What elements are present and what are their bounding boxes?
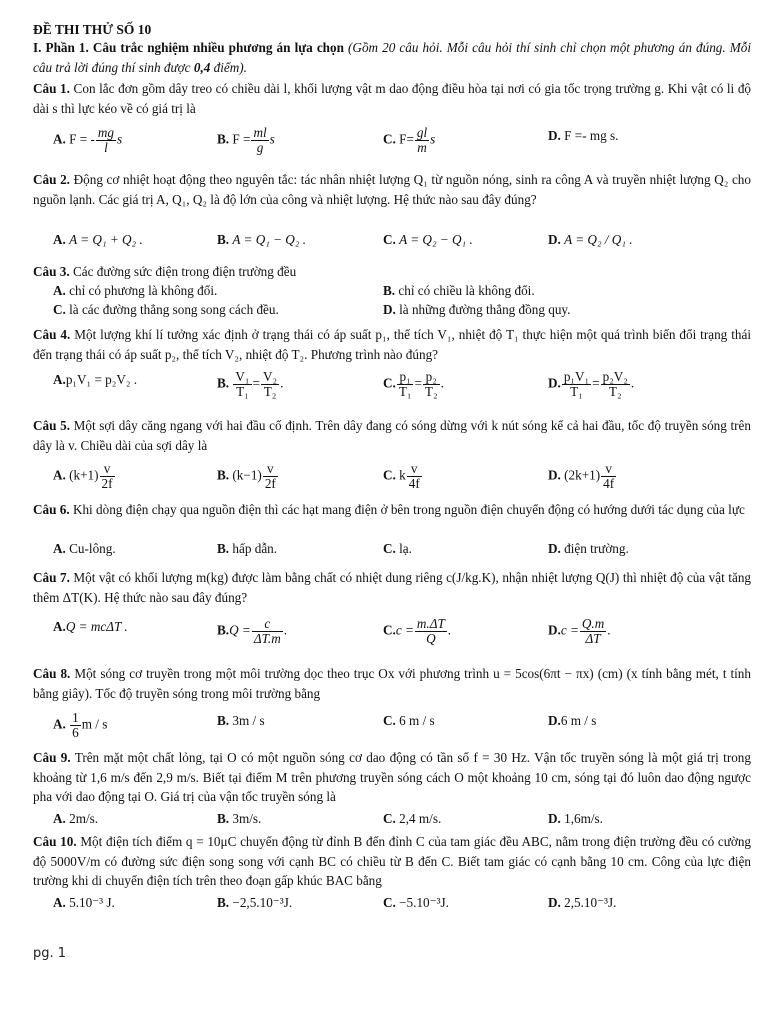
question-8-options [53, 710, 751, 740]
question-label: Câu 5. [33, 418, 70, 433]
option-a[interactable]: A. F = - $\frac{mg}{l}$ s [53, 125, 123, 155]
question-10 [33, 832, 751, 891]
question-text: Một vật có khối lượng m(kg) được làm bằng chất có nhiệt dung riêng c(J/kg.K), nhận nhiệt lượng Q(J) thì nhiệt độ của vật tăng thêm ΔT(K). Hệ thức nào sau đây đúng? [33, 570, 752, 605]
option-c[interactable]: C. lạ. [383, 541, 412, 556]
section-points: 0,4 [193, 59, 211, 75]
question-5 [33, 416, 751, 455]
question-4-options [53, 369, 751, 399]
question-6 [33, 500, 751, 520]
option-b[interactable]: B. 3m/s. [217, 811, 262, 826]
section-heading [33, 38, 751, 77]
question-label: Câu 3. [33, 264, 70, 279]
option-b[interactable]: B. F = $\frac{ml}{g}$ s [217, 125, 275, 155]
option-a[interactable]: A.p₁V₁ = p₂V₂ . [53, 372, 138, 387]
question-text: Một sóng cơ truyền trong một môi trường dọc theo trục Ox với phương trình u = 5cos(6πt − πx) (cm) (x tính bằng mét, t tính bằng giây). Tốc độ truyền sóng trong môi trường bằng [33, 666, 751, 701]
question-6-options [53, 539, 751, 561]
question-text: Các đường sức điện trong điện trường đều [69, 264, 297, 279]
question-text: Một sợi dây căng ngang với hai đầu cố định. Trên dây đang có sóng dừng với k nút sóng kể cả hai đầu, tốc độ truyền sóng trên dây là v. Chiều dài của sợi dây là [33, 418, 751, 453]
option-a[interactable]: A. Cu-lông. [53, 541, 116, 556]
option-c[interactable]: C.c = $\frac{m.\Delta T}{Q}$ . [383, 616, 452, 646]
option-b[interactable]: B. −2,5.10⁻³J. [217, 895, 293, 910]
question-label: Câu 8. [33, 666, 71, 681]
question-3 [33, 262, 751, 282]
question-9 [33, 748, 751, 807]
option-a[interactable]: A. 5.10⁻³ J. [53, 895, 115, 910]
question-4 [33, 325, 751, 364]
option-c[interactable]: C. 2,4 m/s. [383, 811, 442, 826]
option-d[interactable]: D. 1,6m/s. [548, 811, 603, 826]
option-d[interactable]: D. điện trường. [548, 541, 629, 556]
exam-title: ĐỀ THI THỬ SỐ 10 [33, 22, 152, 37]
option-a[interactable]: A. $\frac{1}{6}$ m / s [53, 710, 108, 740]
option-c[interactable]: C. F= $\frac{gl}{m}$ s [383, 125, 436, 155]
question-10-options [53, 893, 751, 915]
option-b[interactable]: B. chỉ có chiều là không đổi. [383, 283, 535, 298]
option-d[interactable]: D.6 m / s [548, 713, 597, 728]
option-a[interactable]: A. A = Q₁ + Q₂ . [53, 232, 143, 247]
question-label: Câu 4. [33, 327, 71, 342]
option-b[interactable]: B. A = Q₁ − Q₂ . [217, 232, 307, 247]
question-label: Câu 1. [33, 81, 70, 96]
option-d[interactable]: D.c = $\frac{Q.m}{\Delta T}$ . [548, 616, 611, 646]
option-a[interactable]: A. 2m/s. [53, 811, 99, 826]
question-text: Một điện tích điểm q = 10μC chuyển động từ đỉnh B đến đỉnh C của tam giác đều ABC, nằm trong điện trường đều có cường độ 5000V/m có đường sức điện song song với cạnh BC có chiều từ B đến C. Biết tam giác có cạnh bằng 10 cm. Công của lực điện trường khi di chuyển điện tích trên theo đoạn gấp khúc BAC bằng [33, 834, 752, 888]
question-7-options [53, 616, 751, 646]
page-number: pg. 1 [33, 946, 67, 961]
question-2-options [53, 230, 751, 252]
question-text: Động cơ nhiệt hoạt động theo nguyên tắc: tác nhân nhiệt lượng Q₁ từ nguồn nóng, sinh ra công A và truyền nhiệt lượng Q₂ cho nguồn lạnh. Các giá trị A, Q₁, Q₂ là độ lớn của công và nhiệt lượng. Hệ thức nào sau đây đúng? [33, 172, 751, 207]
question-text: Con lắc đơn gồm dây treo có chiều dài l, khối lượng vật m dao động điều hòa tại nơi có gia tốc trọng trường g. Khi vật có li độ dài s thì lực kéo về có giá trị là [33, 81, 752, 116]
question-2 [33, 170, 751, 209]
option-c[interactable]: C. A = Q₂ − Q₁ . [383, 232, 473, 247]
option-d[interactable]: D. (2k+1) $\frac{v}{4f}$ [548, 461, 615, 491]
section-instructions: (Gồm 20 câu hỏi. Mỗi câu hỏi thí sinh chỉ chọn một phương án đúng. Mỗi câu trả lời đúng thí sinh được [33, 40, 752, 75]
question-text: Trên mặt một chất lỏng, tại O có một nguồn sóng cơ dao động có tần số f = 30 Hz. Vận tốc truyền sóng là một giá trị trong khoảng từ 1,6 m/s đến 2,9 m/s. Biết tại điểm M trên phương truyền sóng cách O một khoảng 10 cm, sóng tại đó luôn dao động ngược pha với dao động tại O. Giá trị của vận tốc truyền sóng là [33, 750, 751, 804]
option-d[interactable]: D. A = Q₂ / Q₁ . [548, 232, 633, 247]
option-b[interactable]: B. $\frac{\text{V₁}}{\text{T₁}}$ = $\frac{\text{V₂}}{\text{T₂}}$ . [217, 369, 284, 399]
question-5-options [53, 461, 751, 491]
question-label: Câu 2. [33, 172, 70, 187]
question-1 [33, 79, 751, 118]
question-9-options [53, 809, 751, 831]
option-b[interactable]: B. hấp dẫn. [217, 541, 278, 556]
option-a[interactable]: A. (k+1) $\frac{v}{2f}$ [53, 461, 113, 491]
option-c[interactable]: C. 6 m / s [383, 713, 435, 728]
question-7 [33, 568, 751, 607]
question-3-options-row2 [53, 300, 751, 322]
question-label: Câu 9. [33, 750, 71, 765]
option-c[interactable]: C. −5.10⁻³J. [383, 895, 449, 910]
option-b[interactable]: B.Q = $\frac{c}{\Delta T.m}$ . [217, 616, 288, 646]
option-a[interactable]: A.Q = mcΔT . [53, 619, 128, 634]
question-1-options [53, 125, 751, 155]
section-title: I. Phần 1. Câu trắc nghiệm nhiều phương án lựa chọn [33, 40, 344, 55]
option-d[interactable]: D. F =- mg s. [548, 128, 619, 143]
option-c[interactable]: C. $\frac{\text{p₁}}{\text{T₁}}$ = $\frac{\text{p₂}}{\text{T₂}}$ . [383, 369, 444, 399]
option-b[interactable]: B. (k−1) $\frac{v}{2f}$ [217, 461, 276, 491]
option-d[interactable]: D. 2,5.10⁻³J. [548, 895, 617, 910]
option-b[interactable]: B. 3m / s [217, 713, 265, 728]
option-d[interactable]: D. là những đường thẳng đồng quy. [383, 302, 571, 317]
option-c[interactable]: C. là các đường thẳng song song cách đều. [53, 302, 279, 317]
section-end: điểm). [210, 59, 247, 75]
option-d[interactable]: D. $\frac{\text{p₁V₁}}{\text{T₁}}$ = $\frac{\text{p₂V₂}}{\text{T₂}}$ . [548, 369, 635, 399]
question-8 [33, 664, 751, 703]
option-a[interactable]: A. chỉ có phương là không đổi. [53, 283, 218, 298]
option-c[interactable]: C. k $\frac{v}{4f}$ [383, 461, 420, 491]
question-label: Câu 6. [33, 502, 70, 517]
question-text: Khi dòng điện chạy qua nguồn điện thì các hạt mang điện ở bên trong nguồn điện chuyển động có hướng dưới tác dụng của lực [69, 502, 745, 517]
question-label: Câu 10. [33, 834, 77, 849]
question-label: Câu 7. [33, 570, 70, 585]
question-text: Một lượng khí lí tưởng xác định ở trạng thái có áp suất p₁, thể tích V₁, nhiệt độ T₁ thực hiện một quá trình biến đổi trạng thái đến trạng thái có áp suất p₂, thể tích V₂, nhiệt độ T₂. Phương trình nào đúng? [33, 327, 751, 362]
